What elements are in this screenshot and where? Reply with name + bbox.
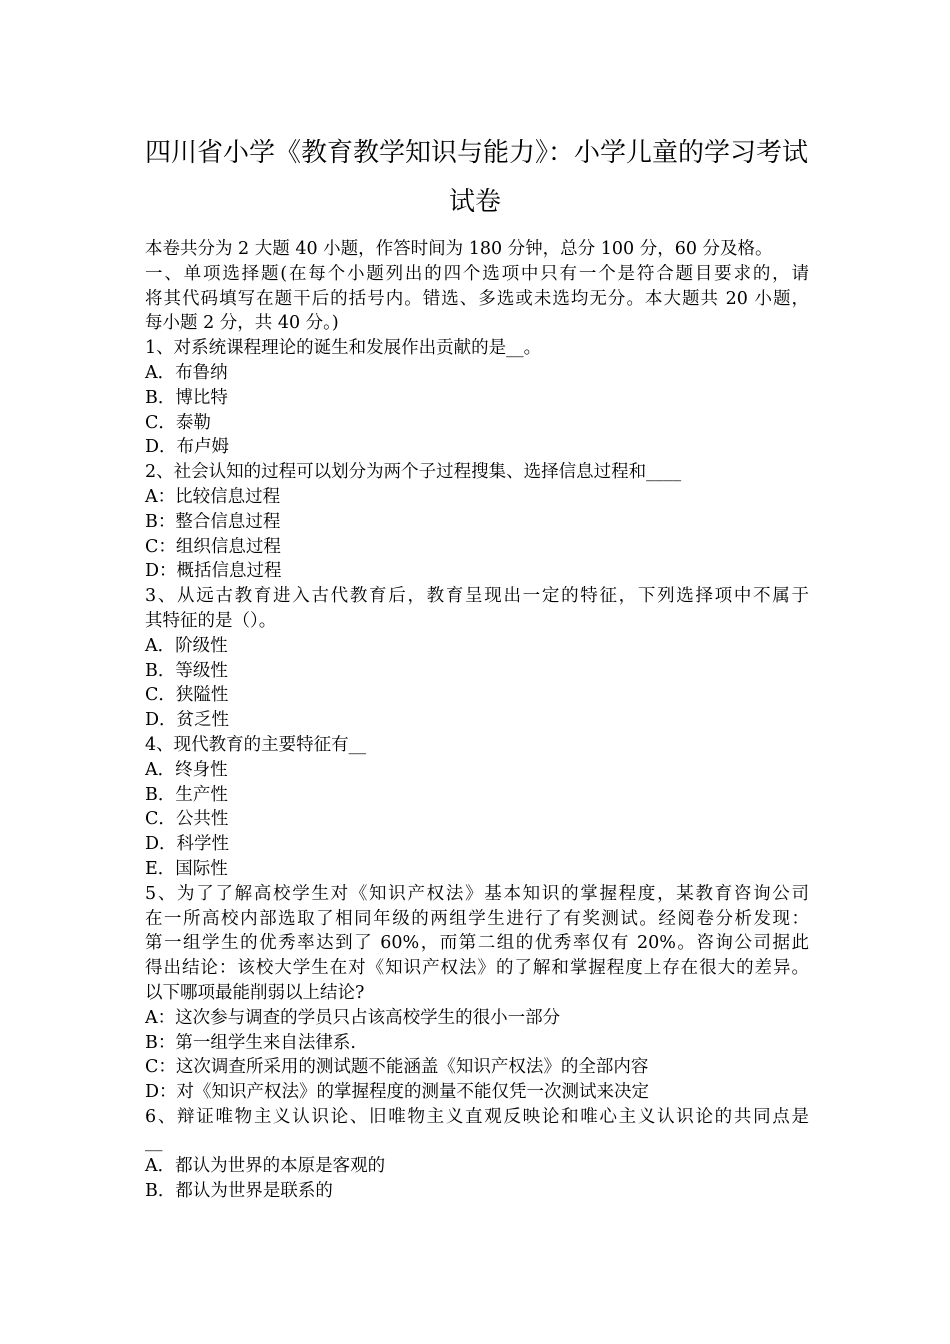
document-line: E．国际性 — [145, 858, 228, 879]
document-line: __ — [145, 1131, 163, 1152]
document-line: C．公共性 — [145, 809, 229, 830]
document-line: B：第一组学生来自法律系. — [145, 1032, 356, 1053]
document-line: 本卷共分为 2 大题 40 小题，作答时间为 180 分钟，总分 100 分，60 分及格。 — [145, 239, 773, 259]
document-line: A．阶级性 — [145, 635, 228, 656]
document-line: 在一所高校内部选取了相同年级的两组学生进行了有奖测试。经阅卷分析发现： — [145, 908, 809, 929]
document-line: 3、从远古教育进入古代教育后，教育呈现出一定的特征，下列选择项中不属于 — [145, 586, 809, 607]
document-line: C：组织信息过程 — [145, 536, 281, 557]
document-line: 第一组学生的优秀率达到了 60%，而第二组的优秀率仅有 20%。咨询公司据此 — [145, 933, 809, 954]
document-line: 1、对系统课程理论的诞生和发展作出贡献的是__。 — [145, 338, 542, 359]
document-line: 以下哪项最能削弱以上结论? — [145, 982, 365, 1003]
document-line: 6、辩证唯物主义认识论、旧唯物主义直观反映论和唯心主义认识论的共同点是 — [145, 1106, 809, 1127]
document-body — [145, 237, 809, 1204]
document-line: C：这次调查所采用的测试题不能涵盖《知识产权法》的全部内容 — [145, 1057, 649, 1078]
document-line: D．布卢姆 — [145, 437, 230, 458]
document-title-line-1: 四川省小学《教育教学知识与能力》：小学儿童的学习考试 — [145, 138, 809, 168]
document-line: A：这次参与调查的学员只占该高校学生的很小一部分 — [145, 1007, 561, 1028]
document-title-line-2: 试卷 — [448, 187, 501, 217]
document-line: A．终身性 — [145, 759, 228, 780]
document-line: B．都认为世界是联系的 — [145, 1181, 333, 1202]
document-line: 2、社会认知的过程可以划分为两个子过程搜集、选择信息过程和____ — [145, 462, 682, 483]
document-line: D：概括信息过程 — [145, 561, 282, 582]
document-line: B．博比特 — [145, 387, 228, 408]
document-line: 其特征的是（）。 — [145, 610, 277, 631]
document-line: 4、现代教育的主要特征有__ — [145, 734, 367, 755]
document-line: 一、单项选择题(在每个小题列出的四个选项中只有一个是符合题目要求的，请 — [145, 263, 809, 284]
document-line: 将其代码填写在题干后的括号内。错选、多选或未选均无分。本大题共 20 小题， — [145, 288, 809, 309]
document-line: C．泰勒 — [145, 412, 211, 433]
document-line: B：整合信息过程 — [145, 511, 281, 532]
document-line: D．科学性 — [145, 834, 230, 855]
document-line: A．都认为世界的本原是客观的 — [145, 1156, 386, 1177]
document-line: C．狭隘性 — [145, 685, 229, 706]
document-line: B．等级性 — [145, 660, 228, 681]
document-line: 得出结论：该校大学生在对《知识产权法》的了解和掌握程度上存在很大的差异。 — [145, 958, 809, 979]
document-line: D．贫乏性 — [145, 710, 230, 731]
document-line: D：对《知识产权法》的掌握程度的测量不能仅凭一次测试来决定 — [145, 1082, 650, 1103]
document-line: 5、为了了解高校学生对《知识产权法》基本知识的掌握程度，某教育咨询公司 — [145, 883, 809, 904]
document-line: A：比较信息过程 — [145, 486, 281, 507]
document-line: 每小题 2 分，共 40 分。) — [145, 313, 339, 334]
document-line: A．布鲁纳 — [145, 362, 228, 383]
document-line: B．生产性 — [145, 784, 228, 805]
